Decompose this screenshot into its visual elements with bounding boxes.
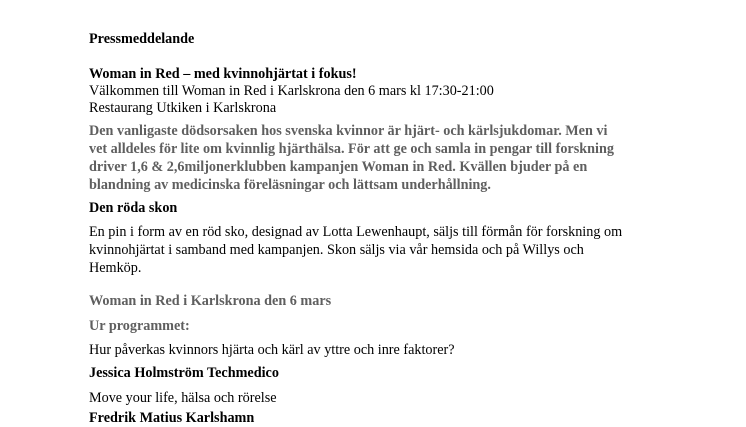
shoe-paragraph-line: Hemköp. [89, 260, 142, 276]
shoe-paragraph-line: kvinnohjärtat i samband med kampanjen. Skon säljs via vår hemsida och på Willys och [89, 242, 584, 258]
program-heading: Ur programmet: [89, 318, 190, 334]
intro-paragraph-line: driver 1,6 & 2,6miljonerklubben kampanjen Woman in Red. Kvällen bjuder på en [89, 159, 588, 175]
intro-paragraph-line: Den vanligaste dödsorsaken hos svenska kvinnor är hjärt- och kärlsjukdomar. Men vi [89, 123, 608, 139]
invite-line: Välkommen till Woman in Red i Karlskrona den 6 mars kl 17:30-21:00 [89, 83, 494, 99]
shoe-paragraph-line: En pin i form av en röd sko, designad av Lotta Lewenhaupt, säljs till förmån för forskning om [89, 224, 623, 240]
intro-paragraph-line: vet alldeles för lite om kvinnlig hjärthälsa. För att ge och samla in pengar till forskning [89, 141, 614, 157]
shoe-heading: Den röda skon [89, 200, 178, 216]
event-heading: Woman in Red i Karlskrona den 6 mars [89, 293, 332, 309]
talk-title: Hur påverkas kvinnors hjärta och kärl av yttre och inre faktorer? [89, 342, 455, 358]
talk-speaker: Jessica Holmström Techmedico [89, 365, 279, 381]
venue-line: Restaurang Utkiken i Karlskrona [89, 100, 277, 116]
document-label: Pressmeddelande [89, 31, 195, 47]
talk-speaker: Fredrik Matius Karlshamn [89, 410, 255, 426]
headline: Woman in Red – med kvinnohjärtat i fokus! [89, 66, 357, 82]
intro-paragraph-line: blandning av medicinska föreläsningar och lättsam underhållning. [89, 177, 491, 193]
talk-title: Move your life, hälsa och rörelse [89, 390, 277, 406]
